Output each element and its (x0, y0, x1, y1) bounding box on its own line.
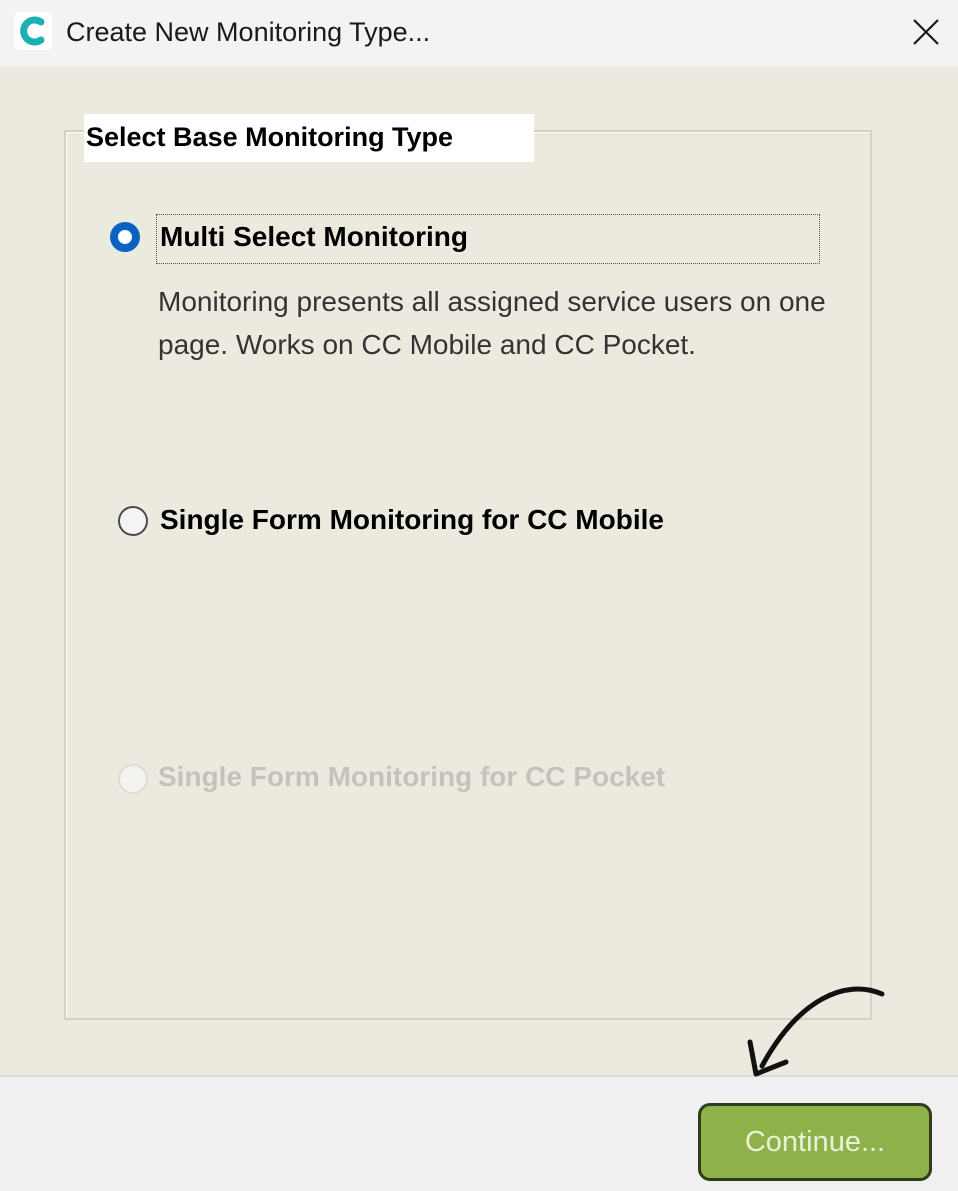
group-legend: Select Base Monitoring Type (84, 114, 534, 162)
window-title: Create New Monitoring Type... (66, 17, 431, 47)
title-bar (0, 0, 958, 66)
multi-select-monitoring-radio[interactable] (110, 222, 140, 252)
close-icon (912, 18, 940, 46)
c-logo-icon (14, 12, 52, 50)
multi-select-monitoring-description: Monitoring presents all assigned service users on one page. Works on CC Mobile and CC Pocket. (158, 286, 826, 360)
multi-select-monitoring-label[interactable]: Multi Select Monitoring (160, 221, 468, 252)
single-form-cc-mobile-label[interactable]: Single Form Monitoring for CC Mobile (160, 504, 664, 535)
single-form-cc-pocket-radio (118, 764, 148, 794)
close-button[interactable] (902, 10, 950, 54)
single-form-cc-mobile-radio[interactable] (118, 506, 148, 536)
continue-button[interactable]: Continue... (698, 1103, 932, 1181)
single-form-cc-pocket-label: Single Form Monitoring for CC Pocket (158, 761, 666, 792)
